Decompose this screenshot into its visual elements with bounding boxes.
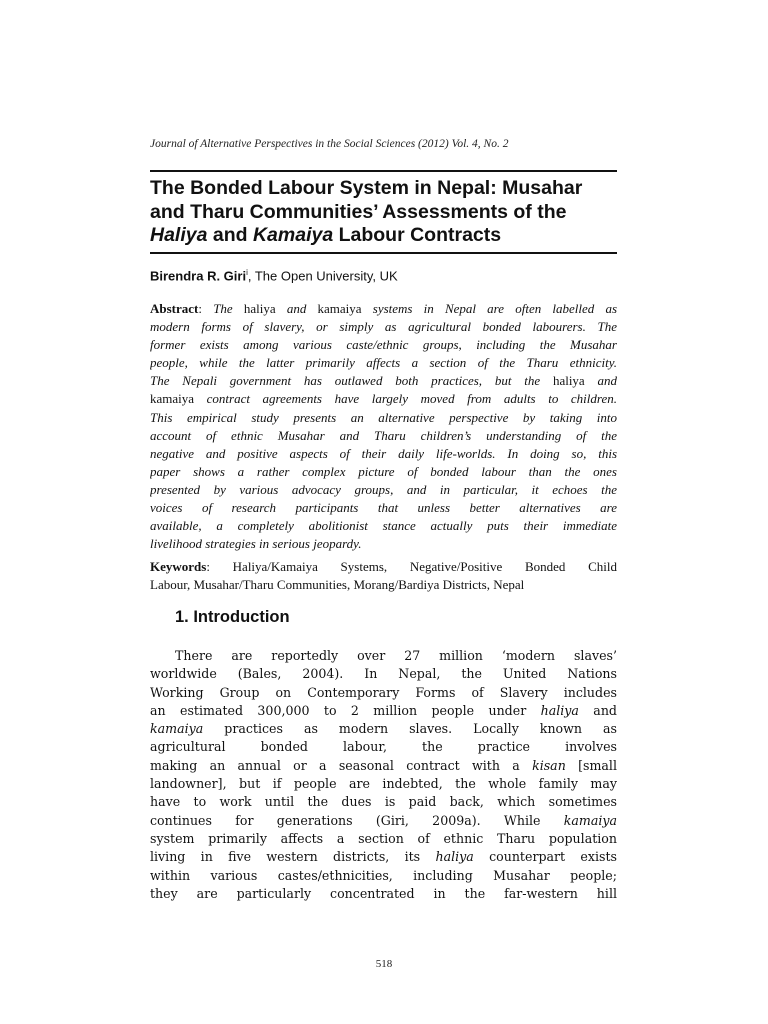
title-top-rule — [150, 170, 617, 172]
keywords-label: Keywords — [150, 559, 207, 574]
body-line: they are particularly concentrated in the far-western hill — [150, 885, 617, 901]
introduction-body — [150, 647, 617, 903]
author-name: Birendra R. Giri — [150, 268, 247, 284]
abstract-line: people, while the latter primarily affects a section of the Tharu ethnicity. — [150, 355, 617, 371]
abstract-line: presented by various advocacy groups, and in particular, it echoes the — [150, 481, 617, 497]
body-line: have to work until the dues is paid back, which sometimes — [150, 794, 617, 810]
journal-citation: Journal of Alternative Perspectives in the Social Sciences (2012) Vol. 4, No. 2 — [150, 138, 509, 150]
abstract-line: kamaiya contract agreements have largely moved from adults to children. — [150, 391, 617, 407]
body-line: agricultural bonded labour, the practice involves — [150, 739, 617, 755]
body-line: an estimated 300,000 to 2 million people under haliya and — [150, 702, 617, 718]
abstract-line: account of ethnic Musahar and Tharu children’s understanding of the — [150, 427, 617, 443]
title-line-1: The Bonded Labour System in Nepal: Musahar — [150, 177, 583, 199]
author-affiliation: The Open University, UK — [251, 268, 398, 284]
title-and: and — [207, 224, 253, 246]
keywords-line: Keywords: Haliya/Kamaiya Systems, Negative/Positive Bonded Child — [150, 559, 617, 574]
paper-title — [150, 177, 620, 248]
abstract-line: This empirical study presents an alternative perspective by taking into — [150, 409, 617, 425]
body-line: Working Group on Contemporary Forms of Slavery includes — [150, 684, 617, 700]
author-footnote-marker[interactable]: i — [246, 268, 248, 277]
title-line-2: and Tharu Communities’ Assessments of the — [150, 200, 567, 223]
body-line: continues for generations (Giri, 2009a). While kamaiya — [150, 812, 617, 828]
body-line: worldwide (Bales, 2004). In Nepal, the United Nations — [150, 666, 617, 682]
keywords-line: Labour, Musahar/Tharu Communities, Morang/Bardiya Districts, Nepal — [150, 577, 525, 592]
abstract-line: modern forms of slavery, or simply as agricultural bonded labourers. The — [150, 319, 617, 335]
keywords — [150, 558, 617, 594]
body-line: within various castes/ethnicities, including Musahar people; — [150, 867, 617, 883]
abstract-line: available, a completely abolitionist stance actually puts their immediate — [150, 518, 617, 534]
abstract-line: paper shows a rather complex picture of bonded labour than the ones — [150, 463, 617, 479]
abstract-line: voices of research participants that unless better alternatives are — [150, 500, 617, 516]
section-heading-introduction: 1. Introduction — [175, 608, 290, 626]
body-line: There are reportedly over 27 million ‘modern slaves’ — [175, 648, 617, 663]
body-line: kamaiya practices as modern slaves. Locally known as — [150, 721, 617, 737]
abstract-line: Abstract: The haliya and kamaiya systems in Nepal are often labelled as — [150, 301, 617, 316]
abstract — [150, 300, 617, 553]
page-number: 518 — [375, 958, 393, 970]
title-haliya: Haliya — [150, 224, 208, 246]
title-bottom-rule — [150, 252, 617, 254]
title-rest: Labour Contracts — [333, 224, 502, 246]
body-line: system primarily affects a section of ethnic Tharu population — [150, 830, 617, 846]
abstract-line: former exists among various caste/ethnic groups, including the Musahar — [150, 337, 617, 353]
author-line: Birendra R. Giri$^i$, The Open University, UK — [150, 268, 398, 284]
abstract-line: negative and positive aspects of their daily life-worlds. In doing so, this — [150, 445, 617, 461]
title-line-3 — [150, 224, 620, 248]
body-line: making an annual or a seasonal contract with a kisan [small — [150, 757, 617, 773]
abstract-line: The Nepali government has outlawed both practices, but the haliya and — [150, 373, 617, 389]
body-line: living in five western districts, its haliya counterpart exists — [150, 849, 617, 865]
abstract-label: Abstract — [150, 301, 199, 316]
abstract-line: livelihood strategies in serious jeopardy. — [150, 536, 362, 552]
body-line: landowner], but if people are indebted, the whole family may — [150, 776, 617, 792]
title-kamaiya: Kamaiya — [252, 224, 334, 246]
